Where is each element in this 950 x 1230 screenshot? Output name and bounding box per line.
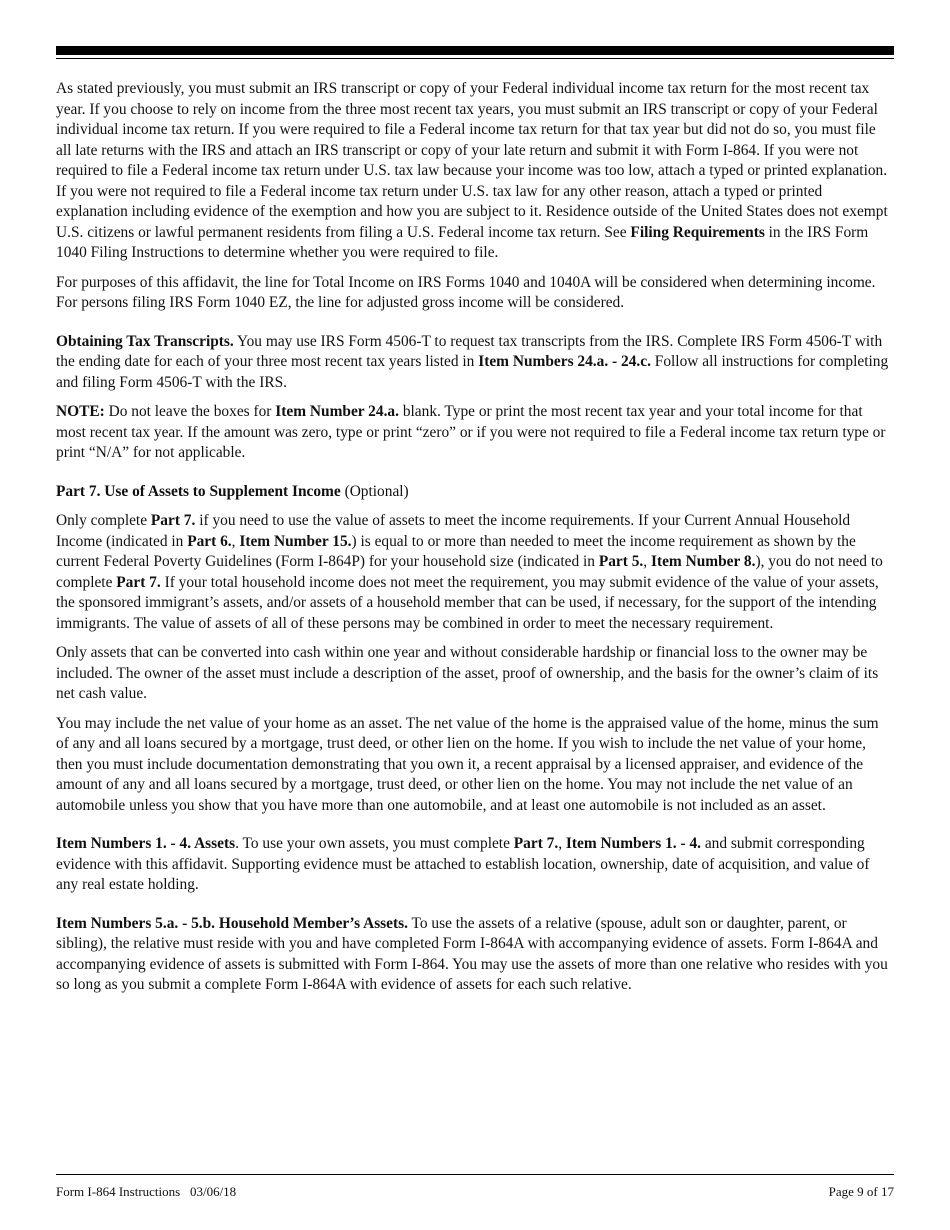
paragraph-obtaining-transcripts: Obtaining Tax Transcripts. You may use IRS Form 4506-T to request tax transcripts from the IRS. Complete IRS Form 4506-T with the ending date for each of your three most recent tax years listed in Item Numbers 24.a. - 24.c. Follow all instructions for completing and filing Form 4506-T with the IRS. xyxy=(56,332,889,391)
footer-rule xyxy=(56,1174,894,1175)
paragraph-note: NOTE: Do not leave the boxes for Item Number 24.a. blank. Type or print the most recent tax year and your total income for that most recent tax year. If the amount was zero, type or print “zero” or if you were not required to file a Federal income tax return type or print “N/A” for not applicable. xyxy=(56,403,886,461)
footer-page-number: Page 9 of 17 xyxy=(828,1184,894,1199)
paragraph-convertible-assets: Only assets that can be converted into cash within one year and without considerable hardship or financial loss to the owner may be included. The owner of the asset must include a description of the asset, proof of ownership, and the basis for the owner’s claim of its net cash value. xyxy=(56,644,879,702)
paragraph-household-member-assets: Item Numbers 5.a. - 5.b. Household Member’s Assets. To use the assets of a relative (spouse, adult son or daughter, parent, or sibling), the relative must reside with you and have completed Form I-864A with accompanying evidence of assets. Form I-864A and accompanying evidence of assets is submitted with Form I-864. You may use the assets of more than one relative who resides with you so long as you submit a complete Form I-864A with evidence of assets for each such relative. xyxy=(56,914,888,993)
paragraph-home-value: You may include the net value of your home as an asset. The net value of the home is the appraised value of the home, minus the sum of any and all loans secured by a mortgage, trust deed, or other lien on the home. If you wish to include the net value of your home, then you must include documentation demonstrating that you own it, a recent appraisal by a licensed appraiser, and evidence of the amount of any and all loans secured by a mortgage, trust deed, or other lien on the home. You may not include the net value of an automobile unless you show that you have more than one automobile, and at least one automobile is not included as an asset. xyxy=(56,714,879,814)
header-thin-rule xyxy=(56,58,894,59)
document-body xyxy=(56,79,894,1005)
paragraph-part7-intro: Only complete Part 7. if you need to use the value of assets to meet the income requirements. If your Current Annual Household Income (indicated in Part 6., Item Number 15.) is equal to or more than needed to meet the income requirement as shown by the current Federal Poverty Guidelines (Form I-864P) for your household size (indicated in Part 5., Item Number 8.), you do not need to complete Part 7. If your total household income does not meet the requirement, you may submit evidence of the value of your assets, the sponsored immigrant’s assets, and/or assets of a household member that can be used, if necessary, for the support of the intending immigrants. The value of assets of all of these persons may be combined in order to meet the necessary requirement. xyxy=(56,512,883,632)
header-thick-rule xyxy=(56,46,894,55)
paragraph-tax-return: As stated previously, you must submit an IRS transcript or copy of your Federal individual income tax return for the most recent tax year. If you choose to rely on income from the three most recent tax years, you must submit an IRS transcript or copy of your Federal individual income tax return. If you were required to file a Federal income tax return for that tax year but did not do so, you must file all late returns with the IRS and attach an IRS transcript or copy of your late return and submit it with Form I-864. If you were not required to file a Federal income tax return under U.S. tax law because your income was too low, attach a typed or printed explanation. If you were not required to file a Federal income tax return under U.S. tax law for any other reason, attach a typed or printed explanation including evidence of the exemption and how you are subject to it. Residence outside of the United States does not exempt U.S. citizens or lawful permanent residents from filing a U.S. Federal income tax return. See Filing Requirements in the IRS Form 1040 Filing Instructions to determine whether you were required to file. xyxy=(56,80,888,261)
paragraph-item-1-4-assets: Item Numbers 1. - 4. Assets. To use your own assets, you must complete Part 7., Item Numbers 1. - 4. and submit corresponding evidence with this affidavit. Supporting evidence must be attached to establish location, ownership, date of acquisition, and value of any real estate holding. xyxy=(56,835,870,893)
footer-form-id: Form I-864 Instructions 03/06/18 xyxy=(56,1184,237,1199)
section-heading-part-7: Part 7. Use of Assets to Supplement Income (Optional) xyxy=(56,482,409,500)
paragraph-total-income: For purposes of this affidavit, the line for Total Income on IRS Forms 1040 and 1040A will be considered when determining income. For persons filing IRS Form 1040 EZ, the line for adjusted gross income will be considered. xyxy=(56,273,876,311)
